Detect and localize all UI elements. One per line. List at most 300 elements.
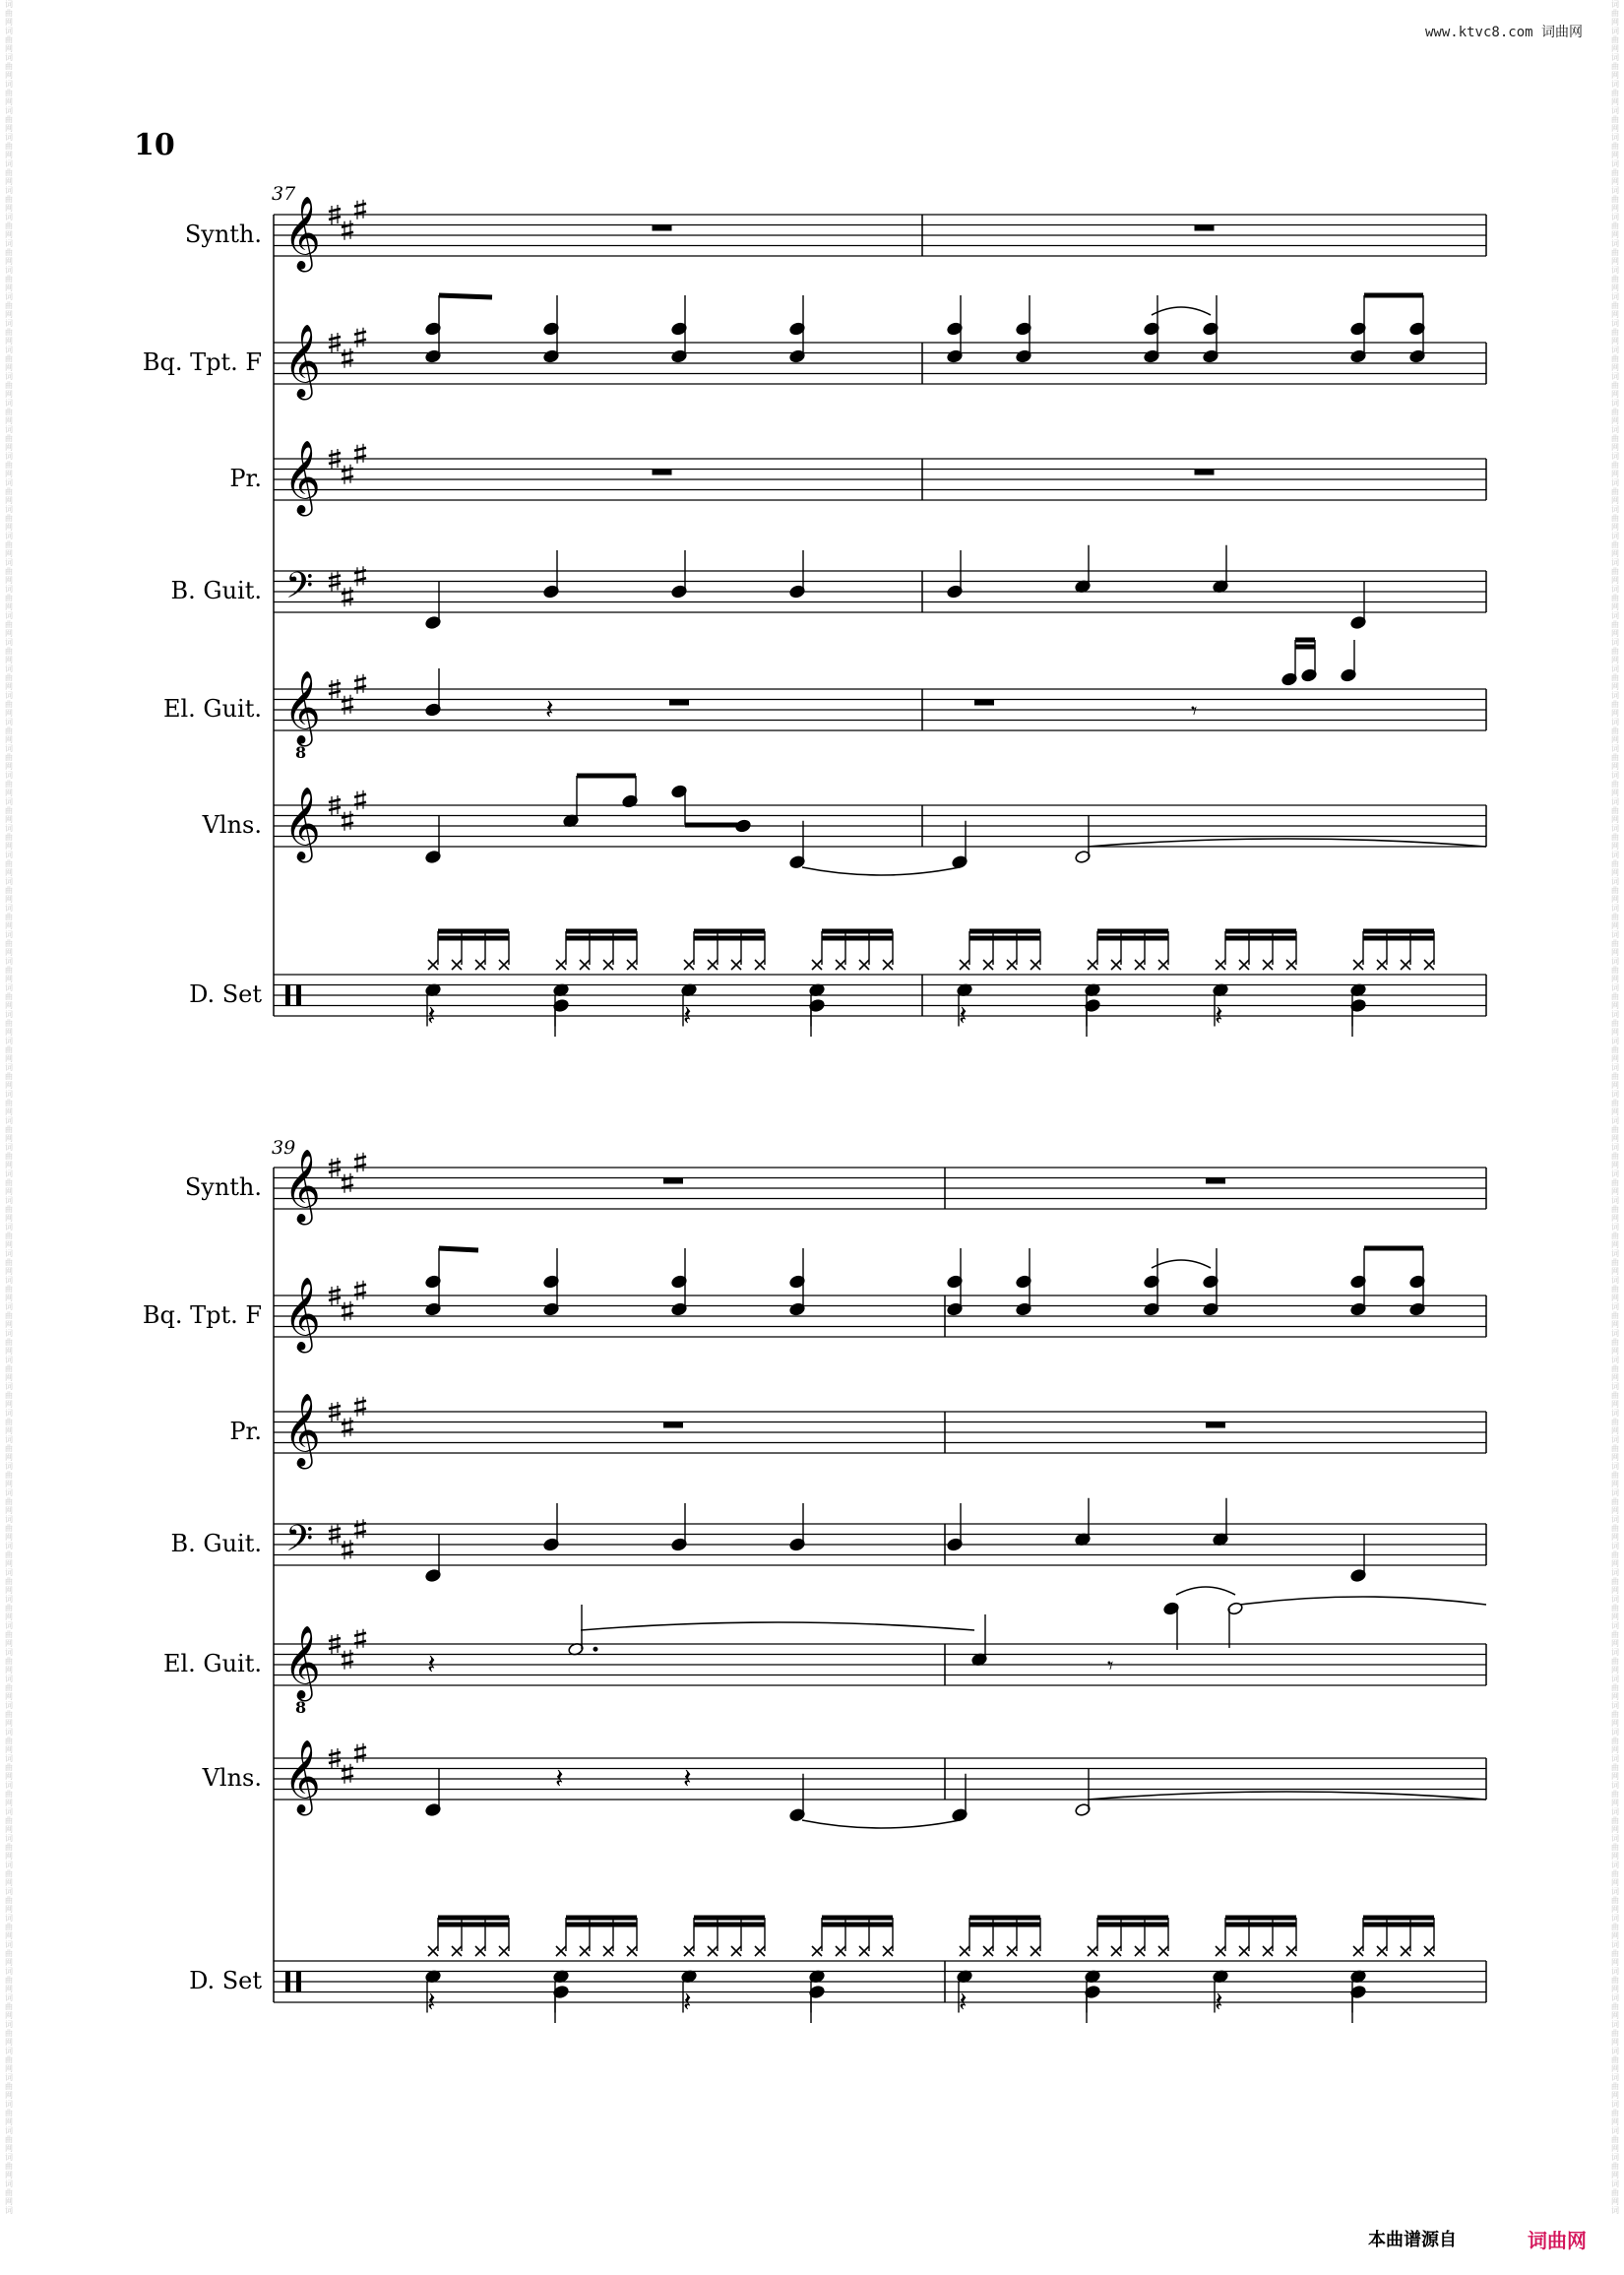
side-watermark-glyph: 曲	[5, 1178, 13, 1187]
side-watermark-glyph: 词	[5, 1648, 13, 1657]
side-watermark-glyph: 网	[1611, 1852, 1619, 1861]
sharp-sign	[329, 1414, 341, 1417]
side-watermark-glyph: 词	[1611, 372, 1619, 381]
side-watermark-glyph: 曲	[5, 1205, 13, 1214]
side-watermark-glyph: 网	[5, 709, 13, 718]
sharp-sign	[342, 1776, 353, 1779]
side-watermark-glyph: 词	[5, 1409, 13, 1418]
side-watermark-glyph: 网	[1611, 1426, 1619, 1435]
side-watermark-glyph: 词	[5, 1223, 13, 1232]
side-watermark-glyph: 曲	[5, 1444, 13, 1453]
side-watermark-glyph: 曲	[5, 221, 13, 230]
side-watermark-glyph: 曲	[1611, 540, 1619, 549]
side-watermark-glyph: 网	[5, 470, 13, 478]
side-watermark-glyph: 网	[1611, 2091, 1619, 2100]
side-watermark-glyph: 词	[5, 664, 13, 673]
side-watermark-glyph: 词	[5, 1462, 13, 1471]
sharp-sign	[342, 707, 353, 710]
side-watermark-glyph: 曲	[1611, 381, 1619, 390]
side-watermark-glyph: 曲	[5, 540, 13, 549]
sharp-sign	[329, 1760, 341, 1763]
tie	[1240, 1597, 1486, 1605]
side-watermark-glyph: 曲	[5, 1471, 13, 1480]
instrument-label: D. Set	[189, 980, 262, 1008]
side-watermark-glyph: 曲	[5, 9, 13, 18]
instrument-label: Pr.	[229, 1418, 262, 1445]
side-watermark-glyph: 词	[5, 2206, 13, 2215]
sharp-sign	[354, 1747, 366, 1750]
sharp-sign	[354, 1285, 366, 1288]
side-watermark-glyph: 曲	[1611, 992, 1619, 1001]
side-watermark-glyph: 词	[1611, 1488, 1619, 1497]
side-watermark-glyph: 曲	[5, 115, 13, 124]
side-watermark-glyph: 曲	[1611, 700, 1619, 709]
percussion-clef	[296, 984, 301, 1006]
side-watermark-glyph: 词	[5, 1967, 13, 1976]
side-watermark-glyph: 词	[5, 771, 13, 780]
side-watermark-glyph: 网	[5, 230, 13, 239]
side-watermark-glyph: 词	[1611, 319, 1619, 328]
side-watermark-glyph: 曲	[1611, 2135, 1619, 2144]
side-watermark-glyph: 词	[5, 744, 13, 753]
side-watermark-glyph: 网	[1611, 656, 1619, 664]
side-watermark-glyph: 曲	[5, 1019, 13, 1028]
side-watermark-glyph: 曲	[1611, 1630, 1619, 1639]
side-watermark-glyph: 曲	[5, 487, 13, 496]
sharp-sign	[342, 360, 353, 363]
side-watermark-glyph: 曲	[1611, 142, 1619, 151]
side-watermark-glyph: 曲	[1611, 2188, 1619, 2197]
side-watermark-glyph: 网	[1611, 815, 1619, 824]
side-watermark-glyph: 词	[1611, 2100, 1619, 2109]
side-watermark-glyph: 网	[5, 2038, 13, 2047]
side-watermark-glyph: 曲	[5, 1763, 13, 1772]
sharp-sign	[329, 799, 341, 802]
whole-rest	[663, 1422, 683, 1428]
side-watermark-glyph: 曲	[1611, 673, 1619, 682]
side-watermark-glyph: 曲	[5, 2135, 13, 2144]
quarter-rest: 𝄽	[555, 1762, 564, 1795]
side-watermark-glyph: 词	[5, 213, 13, 221]
side-watermark-glyph: 词	[1611, 611, 1619, 620]
side-watermark-glyph: 词	[1611, 664, 1619, 673]
side-watermark-glyph: 曲	[1611, 1497, 1619, 1506]
side-watermark-glyph: 网	[1611, 868, 1619, 877]
side-watermark-glyph: 曲	[1611, 886, 1619, 895]
side-watermark-glyph: 曲	[1611, 1178, 1619, 1187]
sharp-sign	[329, 691, 341, 694]
side-watermark-glyph: 曲	[1611, 1152, 1619, 1161]
side-watermark-glyph: 词	[5, 1940, 13, 1949]
side-watermark-glyph: 网	[5, 2197, 13, 2206]
side-watermark-glyph: 曲	[5, 1099, 13, 1107]
side-watermark-glyph: 网	[1611, 177, 1619, 186]
sharp-sign	[329, 1169, 341, 1172]
side-watermark-glyph: 网	[5, 310, 13, 319]
side-watermark-glyph: 曲	[5, 1843, 13, 1852]
side-watermark-glyph: 曲	[5, 328, 13, 337]
side-watermark-glyph: 词	[1611, 1116, 1619, 1125]
side-watermark-glyph: 曲	[1611, 1418, 1619, 1426]
whole-rest	[974, 700, 994, 706]
side-watermark-glyph: 网	[1611, 363, 1619, 372]
side-watermark-glyph: 网	[1611, 1586, 1619, 1595]
side-watermark-glyph: 曲	[1611, 780, 1619, 789]
side-watermark-glyph: 词	[1611, 1382, 1619, 1391]
side-watermark-glyph: 曲	[1611, 1205, 1619, 1214]
side-watermark-glyph: 曲	[5, 408, 13, 416]
side-watermark-glyph: 网	[5, 1081, 13, 1090]
sharp-sign	[342, 232, 353, 235]
side-watermark-glyph: 网	[5, 2144, 13, 2153]
side-watermark-glyph: 曲	[1611, 1949, 1619, 1958]
side-watermark-glyph: 曲	[1611, 9, 1619, 18]
side-watermark-glyph: 曲	[5, 142, 13, 151]
side-watermark-glyph: 网	[1611, 416, 1619, 425]
side-watermark-glyph: 曲	[5, 833, 13, 842]
side-watermark-glyph: 曲	[1611, 1923, 1619, 1931]
side-watermark-glyph: 网	[5, 1639, 13, 1648]
side-watermark-glyph: 曲	[1611, 1072, 1619, 1081]
side-watermark-glyph: 词	[1611, 266, 1619, 275]
side-watermark-glyph: 词	[5, 1302, 13, 1311]
bass-clef: 𝄢	[285, 1518, 314, 1568]
site-url-text: www.ktvc8.com	[1424, 25, 1533, 40]
side-watermark-glyph: 曲	[5, 753, 13, 762]
side-watermark-glyph: 网	[5, 1028, 13, 1037]
sharp-sign	[354, 332, 366, 335]
sharp-sign	[329, 1162, 341, 1165]
side-watermark-glyph: 曲	[1611, 514, 1619, 523]
side-watermark-glyph: 网	[5, 1240, 13, 1249]
side-watermark-glyph: 词	[1611, 106, 1619, 115]
instrument-label: El. Guit.	[162, 1650, 262, 1677]
side-watermark-glyph: 曲	[1611, 248, 1619, 257]
instrument-label: B. Guit.	[170, 577, 262, 604]
side-watermark-glyph: 网	[1611, 1001, 1619, 1010]
treble-clef: 𝄞	[283, 1278, 321, 1351]
side-watermark-glyph: 词	[5, 186, 13, 195]
side-watermark-glyph: 曲	[5, 992, 13, 1001]
side-watermark-glyph: 词	[5, 425, 13, 434]
side-watermark-glyph: 曲	[5, 806, 13, 815]
side-watermark-glyph: 网	[1611, 443, 1619, 452]
side-watermark-glyph: 曲	[1611, 1524, 1619, 1533]
side-watermark-glyph: 网	[5, 97, 13, 106]
side-watermark-glyph: 网	[1611, 1161, 1619, 1169]
side-watermark-glyph: 词	[1611, 292, 1619, 301]
side-watermark-glyph: 词	[5, 1914, 13, 1923]
side-watermark-glyph: 曲	[1611, 647, 1619, 656]
side-watermark-glyph: 曲	[1611, 1869, 1619, 1878]
side-watermark-glyph: 曲	[1611, 1125, 1619, 1134]
side-watermark-glyph: 网	[1611, 2064, 1619, 2073]
side-watermark-glyph: 网	[1611, 1294, 1619, 1302]
side-watermark-glyph: 曲	[5, 700, 13, 709]
side-watermark-glyph: 网	[1611, 1745, 1619, 1754]
side-watermark-glyph: 词	[1611, 851, 1619, 859]
side-watermark-glyph: 网	[5, 1586, 13, 1595]
side-watermark-glyph: 词	[1611, 1435, 1619, 1444]
side-watermark-glyph: 曲	[1611, 2109, 1619, 2117]
side-watermark-glyph: 曲	[1611, 1604, 1619, 1612]
side-watermark-glyph: 网	[5, 1666, 13, 1675]
sharp-sign	[342, 1185, 353, 1188]
side-watermark-glyph: 词	[5, 1781, 13, 1790]
side-watermark-glyph: 词	[5, 2100, 13, 2109]
side-watermark-glyph: 词	[5, 1754, 13, 1763]
side-watermark-glyph: 词	[1611, 2073, 1619, 2082]
side-watermark-glyph: 词	[5, 239, 13, 248]
side-watermark-glyph: 曲	[5, 1790, 13, 1799]
instrument-label: Synth.	[184, 1173, 262, 1201]
side-watermark-glyph: 词	[1611, 983, 1619, 992]
treble-clef: 𝄞	[283, 671, 321, 744]
side-watermark-glyph: 网	[1611, 1107, 1619, 1116]
side-watermark-glyph: 曲	[1611, 567, 1619, 576]
sharp-sign	[329, 1646, 341, 1649]
side-watermark-glyph: 网	[5, 71, 13, 80]
side-watermark-glyph: 曲	[1611, 1045, 1619, 1054]
side-watermark-glyph: 曲	[5, 1391, 13, 1400]
side-watermark-glyph: 词	[5, 1169, 13, 1178]
whole-rest	[653, 470, 672, 475]
measure-number-system-2: 39	[272, 1137, 296, 1159]
side-watermark-glyph: 词	[5, 2047, 13, 2055]
side-watermark-glyph: 网	[1611, 895, 1619, 904]
side-watermark-glyph: 网	[5, 789, 13, 797]
side-watermark-glyph: 网	[1611, 1692, 1619, 1701]
sharp-sign	[329, 576, 341, 579]
side-watermark-glyph: 词	[1611, 53, 1619, 62]
sharp-sign	[329, 209, 341, 212]
side-watermark-glyph: 词	[5, 292, 13, 301]
side-watermark-glyph: 曲	[5, 2055, 13, 2064]
side-watermark-glyph: 网	[5, 1905, 13, 1914]
side-watermark-glyph: 曲	[1611, 1896, 1619, 1905]
side-watermark-glyph: 网	[5, 762, 13, 771]
quarter-rest: 𝄽	[427, 1648, 436, 1680]
side-watermark-glyph: 词	[5, 1675, 13, 1683]
side-watermark-glyph: 词	[1611, 0, 1619, 9]
side-watermark-glyph: 网	[5, 1825, 13, 1834]
sharp-sign	[329, 1638, 341, 1641]
side-watermark-glyph: 词	[1611, 1967, 1619, 1976]
side-watermark-glyph: 曲	[5, 354, 13, 363]
side-watermark-glyph: 曲	[5, 2082, 13, 2091]
side-watermark-glyph: 网	[5, 2091, 13, 2100]
side-watermark-glyph: 曲	[5, 89, 13, 97]
side-watermark-glyph: 网	[1611, 523, 1619, 532]
side-watermark-glyph: 网	[1611, 2144, 1619, 2153]
side-watermark-glyph: 词	[1611, 1302, 1619, 1311]
side-watermark-glyph: 词	[1611, 1329, 1619, 1338]
side-watermark-glyph: 曲	[1611, 1657, 1619, 1666]
side-watermark-glyph: 网	[5, 1320, 13, 1329]
side-watermark-glyph: 曲	[5, 939, 13, 948]
side-watermark-glyph: 网	[1611, 948, 1619, 957]
sharp-sign	[342, 1551, 353, 1554]
sharp-sign	[354, 1293, 366, 1295]
side-watermark-glyph: 词	[1611, 691, 1619, 700]
side-watermark-glyph: 词	[1611, 1010, 1619, 1019]
side-watermark-glyph: 网	[5, 1267, 13, 1276]
instrument-label: El. Guit.	[162, 695, 262, 723]
side-watermark-glyph: 词	[5, 2153, 13, 2162]
side-watermark-glyph: 曲	[1611, 1285, 1619, 1294]
side-watermark-glyph: 词	[5, 159, 13, 168]
instrument-label: Vlns.	[202, 811, 262, 839]
side-watermark-glyph: 曲	[1611, 1444, 1619, 1453]
sharp-sign	[342, 599, 353, 601]
side-watermark-glyph: 词	[5, 1249, 13, 1258]
side-watermark-glyph: 网	[5, 1400, 13, 1409]
side-watermark-glyph: 网	[1611, 2171, 1619, 2180]
side-watermark-glyph: 曲	[1611, 2082, 1619, 2091]
side-watermark-glyph: 曲	[1611, 859, 1619, 868]
side-watermark-glyph: 词	[5, 797, 13, 806]
side-watermark-glyph: 网	[1611, 18, 1619, 27]
treble-clef: 𝄞	[283, 1394, 321, 1467]
side-watermark-glyph: 曲	[5, 1152, 13, 1161]
side-watermark-glyph: 词	[5, 1568, 13, 1577]
side-watermark-glyph: 曲	[5, 35, 13, 44]
sharp-sign	[354, 1755, 366, 1758]
side-watermark-glyph: 词	[1611, 930, 1619, 939]
side-watermark-glyph: 曲	[5, 1816, 13, 1825]
side-watermark-glyph: 网	[1611, 470, 1619, 478]
side-watermark-glyph: 网	[1611, 1240, 1619, 1249]
sharp-sign	[342, 476, 353, 479]
treble-clef: 𝄞	[283, 1150, 321, 1223]
side-watermark-glyph: 网	[5, 2011, 13, 2020]
sharp-sign	[354, 1165, 366, 1168]
side-watermark-glyph: 词	[1611, 1914, 1619, 1923]
side-watermark-glyph: 词	[1611, 2206, 1619, 2215]
side-watermark-glyph: 曲	[1611, 620, 1619, 629]
side-watermark-glyph: 曲	[5, 1657, 13, 1666]
tie	[581, 1622, 974, 1630]
side-watermark-glyph: 曲	[5, 2162, 13, 2171]
side-watermark-glyph: 曲	[1611, 1683, 1619, 1692]
side-watermark-glyph: 网	[5, 18, 13, 27]
side-watermark-glyph: 词	[1611, 1143, 1619, 1152]
side-watermark-glyph: 网	[5, 1533, 13, 1542]
sharp-sign	[342, 1429, 353, 1432]
side-watermark-glyph: 曲	[1611, 221, 1619, 230]
beam	[439, 295, 492, 297]
side-watermark-glyph: 曲	[1611, 1391, 1619, 1400]
side-watermark-glyph: 曲	[5, 1285, 13, 1294]
site-name-text: 词曲网	[1541, 25, 1583, 40]
side-watermark-glyph: 词	[1611, 80, 1619, 89]
side-watermark-glyph: 词	[5, 133, 13, 142]
side-watermark-glyph: 网	[1611, 2011, 1619, 2020]
side-watermark-glyph: 词	[5, 266, 13, 275]
side-watermark-glyph: 网	[1611, 1506, 1619, 1515]
side-watermark-glyph: 词	[1611, 1515, 1619, 1524]
side-watermark-glyph: 网	[5, 602, 13, 611]
side-watermark-glyph: 网	[5, 921, 13, 930]
side-watermark-glyph: 词	[5, 1595, 13, 1604]
side-watermark-glyph: 曲	[5, 1045, 13, 1054]
side-watermark-glyph: 曲	[1611, 1843, 1619, 1852]
side-watermark-glyph: 网	[5, 1772, 13, 1781]
side-watermark-glyph: 曲	[5, 567, 13, 576]
side-watermark-glyph: 网	[5, 151, 13, 159]
whole-rest	[1195, 470, 1215, 475]
percussion-clef	[296, 1971, 301, 1992]
side-watermark-glyph: 网	[1611, 1612, 1619, 1621]
side-watermark-glyph: 词	[1611, 1090, 1619, 1099]
sharp-sign	[354, 1157, 366, 1160]
side-watermark-glyph: 网	[5, 948, 13, 957]
side-watermark-glyph: 曲	[1611, 354, 1619, 363]
side-watermark-glyph: 词	[1611, 1807, 1619, 1816]
side-watermark-glyph: 网	[1611, 1214, 1619, 1223]
quarter-rest: 𝄽	[1215, 999, 1223, 1032]
side-watermark-glyph: 词	[5, 2126, 13, 2135]
side-watermark-glyph: 网	[1611, 496, 1619, 505]
side-watermark-glyph: 词	[1611, 133, 1619, 142]
whole-rest	[653, 225, 672, 231]
side-watermark-glyph: 词	[1611, 1196, 1619, 1205]
side-watermark-glyph: 网	[5, 257, 13, 266]
side-watermark-glyph: 词	[1611, 1462, 1619, 1471]
side-watermark-glyph: 词	[1611, 824, 1619, 833]
treble-clef: 𝄞	[283, 1740, 321, 1813]
sharp-sign	[354, 212, 366, 215]
footer-logo[interactable]: 词曲网	[1528, 2229, 1587, 2252]
side-watermark-glyph: 网	[1611, 1480, 1619, 1488]
side-watermark-glyph: 词	[1611, 478, 1619, 487]
side-watermark-glyph: 曲	[5, 594, 13, 602]
side-watermark-glyph: 网	[5, 1453, 13, 1462]
side-watermark-glyph: 词	[5, 372, 13, 381]
side-watermark-glyph: 曲	[5, 381, 13, 390]
side-watermark-glyph: 曲	[1611, 301, 1619, 310]
side-watermark-glyph: 曲	[1611, 62, 1619, 71]
side-watermark-glyph: 网	[1611, 257, 1619, 266]
side-watermark-glyph: 曲	[1611, 1019, 1619, 1028]
side-watermark-glyph: 词	[5, 27, 13, 35]
side-watermark-glyph: 网	[1611, 549, 1619, 558]
treble-clef: 𝄞	[283, 788, 321, 860]
side-watermark-glyph: 网	[5, 1931, 13, 1940]
octave-marker: 8	[295, 743, 307, 762]
sharp-sign	[342, 823, 353, 826]
side-watermark-glyph: 词	[1611, 505, 1619, 514]
side-watermark-glyph: 网	[1611, 1533, 1619, 1542]
side-watermark-glyph: 曲	[5, 859, 13, 868]
side-watermark-glyph: 词	[5, 1329, 13, 1338]
side-watermark-glyph: 词	[1611, 957, 1619, 966]
side-watermark-glyph: 网	[1611, 151, 1619, 159]
side-watermark-glyph: 词	[1611, 27, 1619, 35]
side-watermark-glyph: 曲	[5, 1338, 13, 1347]
side-watermark-glyph: 曲	[1611, 1471, 1619, 1480]
side-watermark-glyph: 曲	[5, 1683, 13, 1692]
sharp-sign	[329, 453, 341, 456]
side-watermark-glyph: 网	[5, 44, 13, 53]
side-watermark-glyph: 词	[5, 611, 13, 620]
side-watermark-glyph: 网	[5, 735, 13, 744]
side-watermark-glyph: 词	[1611, 1728, 1619, 1737]
side-watermark-glyph: 曲	[5, 1710, 13, 1719]
side-watermark-glyph: 词	[5, 2073, 13, 2082]
sharp-sign	[354, 578, 366, 581]
side-watermark-glyph: 词	[5, 1196, 13, 1205]
